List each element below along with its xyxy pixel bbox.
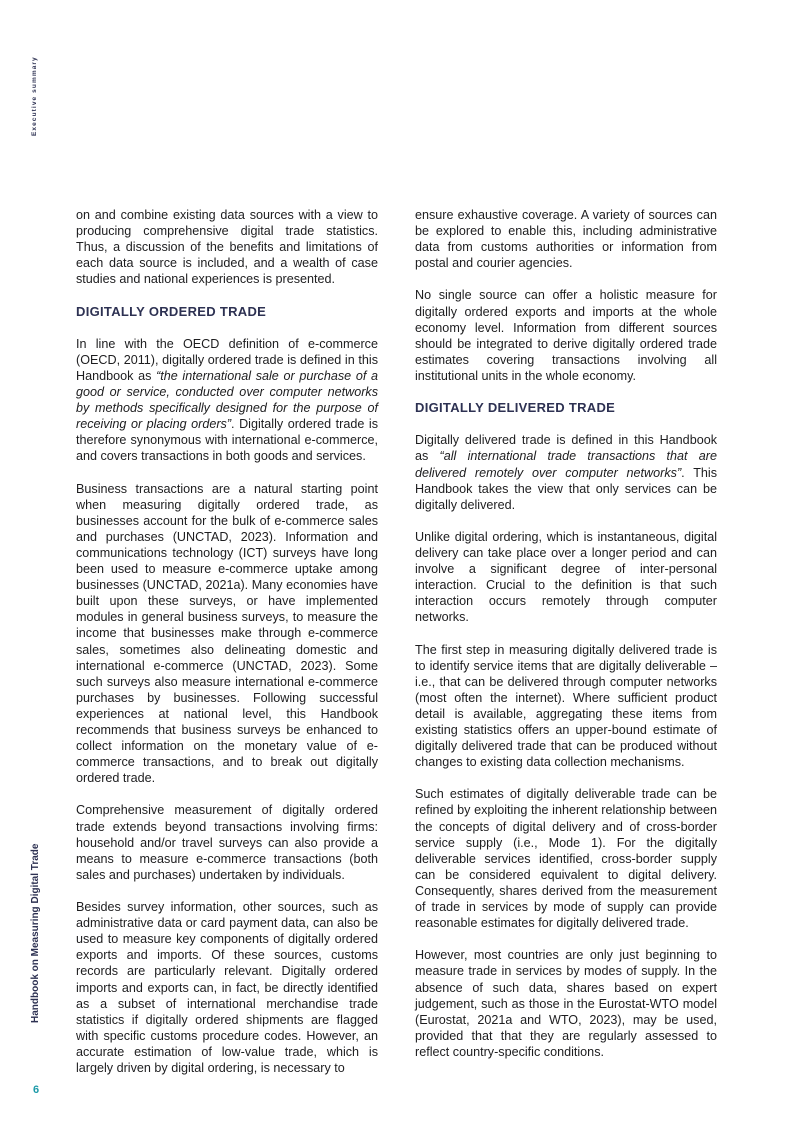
text: . This Handbook takes the view that only services can be digitally delivered. <box>415 465 717 512</box>
section-label-text: Executive summary <box>31 56 38 136</box>
paragraph: on and combine existing data sources with a view to producing comprehensive digital trade statistics. Thus, a discussion of the benefits and limitations of each data source is included, and a wealth of case studies and national experiences is presented. <box>76 208 378 287</box>
paragraph: Besides survey information, other sources, such as administrative data or card payment data, can also be used to measure key components of digitally ordered exports and imports. Of these sources, customs records are particularly relevant. Digitally ordered imports and exports can, in fact, be directly identified as a subset of international merchandise trade statistics if digitally ordered shipments are flagged with specific customs procedure codes. However, an accurate estimation of low-value trade, which is largely driven by digital ordering, is necessary to <box>76 900 378 1075</box>
section-heading-digitally-ordered-trade: DIGITALLY ORDERED TRADE <box>76 303 267 319</box>
paragraph: Unlike digital ordering, which is instantaneous, digital delivery can take place over a longer period and can involve a significant degree of inter-personal interaction. Crucial to the definition is that such interaction occurs remotely through computer networks. <box>415 529 717 625</box>
paragraph-definition-ordered <box>76 336 378 465</box>
document-title-text: Handbook on Measuring Digital Trade <box>30 843 41 1023</box>
right-column <box>415 207 717 1076</box>
text: . Digitally ordered trade is therefore synonymous with international e-commerce, and covers transactions in both goods and services. <box>76 417 378 464</box>
document-title <box>30 843 42 1023</box>
paragraph: Business transactions are a natural starting point when measuring digitally ordered trade, as businesses account for the bulk of e-commerce sales and purchases (UNCTAD, 2023). Information and communications technology (ICT) surveys have long been used to measure e-commerce uptake among businesses (UNCTAD, 2021a). Many economies have built upon these surveys, or have implemented modules in general business surveys, to measure the income that businesses make through e-commerce sales, sometimes also delineating domestic and international e-commerce (UNCTAD, 2023). Some such surveys also measure international e-commerce purchases by businesses. Following successful experiences at national level, this Handbook recommends that business surveys be enhanced to collect information on the monetary value of e-commerce transactions, and to break out digitally ordered trade. <box>76 481 378 786</box>
section-label <box>31 48 41 138</box>
paragraph: No single source can offer a holistic measure for digitally ordered exports and imports at the whole economy level. Information from different sources should be integrated to derive digitally ordered trade estimates covering transactions involving all institutional units in the whole economy. <box>415 288 717 383</box>
paragraph: ensure exhaustive coverage. A variety of sources can be explored to enable this, including administrative data from customs authorities or information from postal and courier agencies. <box>415 208 717 271</box>
paragraph: The first step in measuring digitally delivered trade is to identify service items that are digitally deliverable – i.e., that can be delivered through computer networks (most often the internet). Where sufficient product detail is available, aggregating these items from existing statistics offers an upper-bound estimate of digitally delivered trade that can be produced without changes to existing data collection mechanisms. <box>415 642 717 770</box>
paragraph: Comprehensive measurement of digitally ordered trade extends beyond transactions involving firms: household and/or travel surveys can also provide a means to measure e-commerce transactions (both sales and purchases) undertaken by individuals. <box>76 803 378 882</box>
definition-quote: “the international sale or purchase of a good or service, conducted over computer networks by methods specifically designed for the purpose of receiving or placing orders” <box>76 368 378 432</box>
page-number: 6 <box>33 1084 40 1096</box>
paragraph: However, most countries are only just beginning to measure trade in services by modes of supply. In the absence of such data, shares based on expert judgement, such as those in the Eurostat-WTO model (Eurostat, 2021a and WTO, 2023), may be used, provided that that they are regularly assessed to reflect country-specific conditions. <box>415 948 717 1059</box>
section-heading-digitally-delivered-trade: DIGITALLY DELIVERED TRADE <box>415 400 616 416</box>
paragraph-definition-delivered <box>415 432 717 512</box>
definition-quote: “all international trade transactions that are delivered remotely over computer networks” <box>415 449 717 480</box>
text: In line with the OECD definition of e-commerce (OECD, 2011), digitally ordered trade is defined in this Handbook as <box>76 336 378 383</box>
text: Digitally delivered trade is defined in this Handbook as <box>415 433 717 464</box>
left-column <box>76 207 378 1092</box>
paragraph: Such estimates of digitally deliverable trade can be refined by exploiting the inherent relationship between the concepts of digital delivery and of cross-border service supply (i.e., Mode 1). For the digitally deliverable services identified, cross-border supply can be considered equivalent to digital delivery. Consequently, shares derived from the measurement of trade in services by mode of supply can provide reasonable estimates for digitally delivered trade. <box>415 787 717 931</box>
